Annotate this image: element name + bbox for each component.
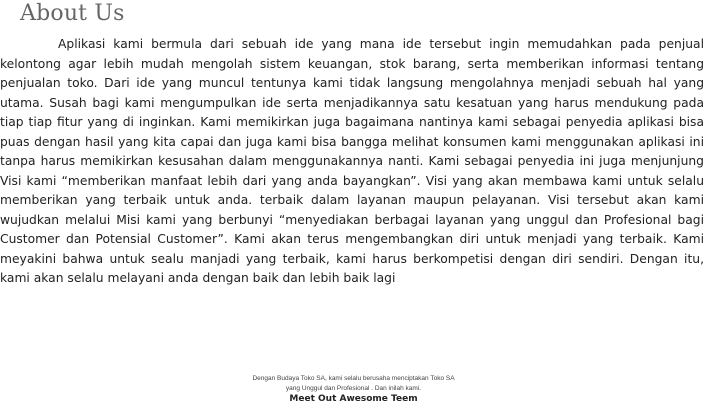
footer [0,374,707,406]
footer-tagline-line-2: yang Unggul dan Profesional . Dan inilah kami. [285,384,422,392]
about-paragraph: Aplikasi kami bermula dari sebuah ide yang mana ide tersebut ingin memudahkan pada penjual kelontong agar lebih mudah mengolah sistem keuangan, stok barang, serta memberikan informasi tentang penjualan toko. Dari ide yang muncul tentunya kami tidak langsung mengolahnya menjadi sebuah hal yang utama. Susah bagi kami mengumpulkan ide serta menjadikannya satu kesatuan yang harus mendukung pada tiap tiap fitur yang di inginkan. Kami memikirkan juga bagaimana nantinya kami sebagai penyedia aplikasi bisa puas dengan hasil yang kita capai dan juga kami bisa bangga melihat konsumen kami menggunakan aplikasi ini tanpa harus memikirkan kesusahan dalam menggunakannya nanti. Kami sebagai penyedia ini juga menjunjung Visi kami “memberikan manfaat lebih dari yang anda bayangkan”. Visi yang akan membawa kami untuk selalu memberikan yang terbaik untuk anda. terbaik dalam layanan maupun pelayanan. Visi tersebut akan kami wujudkan melalui Misi kami yang berbunyi “menyediakan berbagai layanan yang unggul dan Profesional bagi Customer dan Potensial Customer”. Kami akan terus mengembangkan diri untuk menjadi yang terbaik. Kami meyakini bahwa untuk sealu manjadi yang terbaik, kami harus berkompetisi dengan diri sendiri. Dengan itu, kami akan selalu melayani anda dengan baik dan lebih baik lagi [0,37,704,285]
team-section-heading: Meet Out Awesome Teem [289,394,418,404]
page-title: About Us [20,1,125,26]
footer-tagline-line-1: Dengan Budaya Toko SA, kami selalu berusaha menciptakan Toko SA [252,375,455,382]
